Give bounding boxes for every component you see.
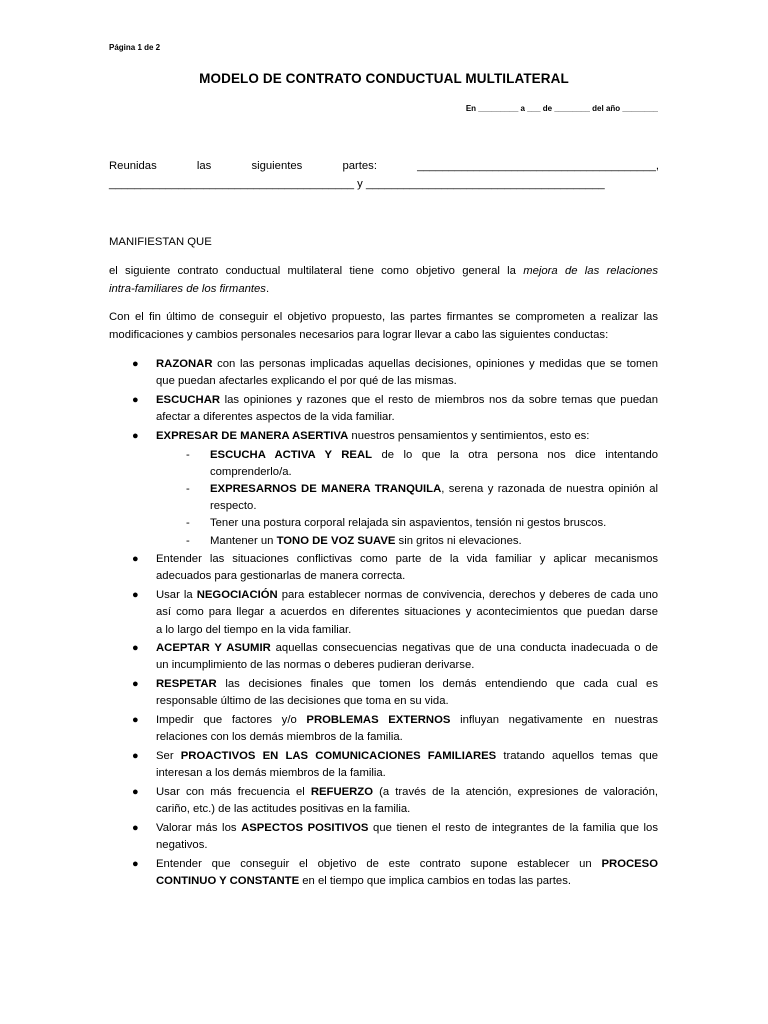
parties-word: las bbox=[196, 160, 212, 172]
item-line: afectar a diferentes aspectos de la vida familiar. bbox=[156, 411, 395, 424]
dash-icon: - bbox=[186, 448, 190, 461]
list-item bbox=[109, 712, 658, 746]
item-text: Impedir que factores y/o bbox=[156, 714, 307, 727]
item-text: las opiniones y razones que el resto de miembros nos da sobre temas que puedan bbox=[220, 393, 658, 406]
item-text: que tienen el resto de integrantes de la familia que los bbox=[368, 821, 658, 834]
item-keyword: REFUERZO bbox=[310, 785, 373, 798]
item-keyword: TONO DE VOZ SUAVE bbox=[276, 534, 396, 547]
item-keyword: ACEPTAR Y ASUMIR bbox=[156, 642, 271, 655]
item-line: comprenderlo/a. bbox=[210, 465, 292, 478]
item-line bbox=[156, 712, 658, 729]
item-text: , serena y razonada de nuestra opinión al bbox=[441, 482, 658, 495]
item-line bbox=[210, 533, 658, 550]
list-item bbox=[109, 748, 658, 782]
paragraph-line: modificaciones y cambios personales necesarios para lograr llevar a cabo las siguientes conductas: bbox=[109, 328, 609, 341]
item-line: interesan a los demás miembros de la familia. bbox=[156, 767, 386, 780]
item-text: las decisiones finales que tomen los demás entendiendo que cada cual es bbox=[216, 678, 658, 691]
item-text: Valorar más los bbox=[156, 821, 242, 834]
date-line: En _________ a ___ de ________ del año ________ bbox=[465, 104, 658, 113]
item-line: respecto. bbox=[210, 500, 257, 513]
parties-word: siguientes bbox=[251, 160, 303, 172]
item-text: Entender que conseguir el objetivo de este contrato supone establecer un bbox=[156, 857, 602, 870]
item-text: Usar con más frecuencia el bbox=[156, 785, 311, 798]
item-keyword: NEGOCIACIÓN bbox=[196, 589, 278, 602]
paragraph-text: el siguiente contrato conductual multilateral tiene como objetivo general la bbox=[109, 265, 524, 277]
sub-list-item bbox=[109, 533, 658, 550]
item-line: cariño, etc.) de las actitudes positivas en la familia. bbox=[156, 803, 411, 816]
parties-line-2: _______________________________________ y ______________________________________ bbox=[109, 178, 605, 190]
bullet-icon: ● bbox=[132, 642, 139, 655]
paragraph-italic: mejora de las relaciones bbox=[523, 265, 658, 277]
item-keyword: RESPETAR bbox=[156, 678, 217, 691]
list-item bbox=[109, 551, 658, 585]
item-line: Entender las situaciones conflictivas como parte de la vida familiar y aplicar mecanismos bbox=[156, 553, 658, 566]
item-line bbox=[156, 820, 658, 837]
item-line bbox=[210, 447, 658, 464]
item-text: influyan negativamente en nuestras bbox=[450, 714, 658, 727]
sub-list-item bbox=[109, 447, 658, 481]
bullet-icon: ● bbox=[132, 714, 139, 727]
paragraph-line bbox=[109, 263, 658, 281]
item-keyword: ESCUCHA ACTIVA Y REAL bbox=[210, 448, 373, 461]
dash-icon: - bbox=[186, 482, 190, 495]
item-line: Tener una postura corporal relajada sin aspavientos, tensión ni gestos bruscos. bbox=[210, 517, 607, 530]
dash-icon: - bbox=[186, 517, 190, 530]
sub-list-item bbox=[109, 481, 658, 515]
item-text: aquellas consecuencias negativas que de una conducta inadecuada o de bbox=[270, 642, 658, 655]
item-keyword: ESCUCHAR bbox=[156, 393, 221, 406]
list-item bbox=[109, 856, 658, 890]
item-text: tratando aquellos temas que bbox=[496, 749, 659, 762]
item-text: (a través de la atención, expresiones de valoración, bbox=[373, 785, 658, 798]
page-number: Página 1 de 2 bbox=[109, 43, 161, 52]
item-keyword: RAZONAR bbox=[156, 358, 213, 370]
bullet-icon: ● bbox=[132, 429, 139, 442]
parties-word: partes: bbox=[342, 160, 377, 172]
paragraph-italic: intra-familiares de los firmantes bbox=[109, 282, 266, 295]
item-text: en el tiempo que implica cambios en todas las partes. bbox=[299, 874, 572, 887]
item-keyword: PROBLEMAS EXTERNOS bbox=[306, 714, 451, 727]
bullet-icon: ● bbox=[132, 553, 139, 566]
parties-word: Reunidas bbox=[109, 160, 157, 172]
list-item bbox=[109, 356, 658, 390]
bullet-icon: ● bbox=[132, 785, 139, 798]
item-line bbox=[156, 873, 658, 890]
bullet-icon: ● bbox=[132, 393, 139, 406]
item-text: nuestros pensamientos y sentimientos, esto es: bbox=[348, 429, 590, 442]
parties-blank: ______________________________________, bbox=[417, 160, 659, 172]
list-item bbox=[109, 820, 658, 854]
item-line: responsable último de las decisiones que toma en su vida. bbox=[156, 695, 449, 708]
item-line: negativos. bbox=[156, 838, 208, 851]
item-text: con las personas implicadas aquellas decisiones, opiniones y medidas que se tomen bbox=[212, 358, 658, 370]
item-line bbox=[156, 356, 658, 373]
item-line bbox=[210, 481, 658, 498]
bullet-icon: ● bbox=[132, 589, 139, 602]
item-keyword: PROCESO bbox=[601, 857, 658, 870]
item-text: Mantener un bbox=[210, 534, 277, 547]
item-line bbox=[156, 784, 658, 801]
bullet-icon: ● bbox=[132, 857, 139, 870]
item-line: así como para llegar a acuerdos en diferentes situaciones y acontecimientos que puedan darse bbox=[156, 606, 658, 619]
item-line bbox=[156, 856, 658, 873]
document-title: MODELO DE CONTRATO CONDUCTUAL MULTILATERAL bbox=[199, 71, 569, 86]
dash-icon: - bbox=[186, 534, 190, 547]
item-keyword: EXPRESARNOS DE MANERA TRANQUILA bbox=[210, 482, 442, 495]
parties-line-1 bbox=[109, 160, 659, 172]
paragraph-text: . bbox=[265, 282, 270, 295]
item-line: adecuados para gestionarlas de manera correcta. bbox=[156, 570, 406, 583]
bullet-icon: ● bbox=[132, 821, 139, 834]
item-keyword: ASPECTOS POSITIVOS bbox=[241, 821, 369, 834]
bullet-icon: ● bbox=[132, 358, 139, 370]
objective-paragraph bbox=[109, 263, 658, 298]
list-item bbox=[109, 428, 658, 445]
item-line bbox=[156, 587, 658, 604]
item-text: Usar la bbox=[156, 589, 197, 602]
item-text: para establecer normas de convivencia, derechos y deberes de cada uno bbox=[277, 589, 659, 602]
commitment-paragraph bbox=[109, 309, 658, 344]
list-item bbox=[109, 587, 658, 639]
item-line bbox=[156, 428, 658, 445]
paragraph-line bbox=[109, 281, 658, 299]
item-line bbox=[156, 748, 658, 765]
item-line: a lo largo del tiempo en la vida familiar. bbox=[156, 623, 352, 636]
item-text: Ser bbox=[156, 749, 181, 762]
conduct-list bbox=[109, 356, 658, 892]
paragraph-line: Con el fin último de conseguir el objetivo propuesto, las partes firmantes se comprometen a realizar las bbox=[109, 311, 658, 323]
item-keyword: CONTINUO Y CONSTANTE bbox=[156, 874, 300, 887]
item-line: un incumplimiento de las normas o deberes pudieran derivarse. bbox=[156, 659, 475, 672]
list-item bbox=[109, 784, 658, 818]
item-line: que puedan afectarles explicando el por qué de las mismas. bbox=[156, 375, 457, 388]
item-text: sin gritos ni elevaciones. bbox=[395, 534, 522, 547]
list-item bbox=[109, 640, 658, 674]
manifiestan-heading: MANIFIESTAN QUE bbox=[109, 236, 212, 248]
sub-list-item bbox=[109, 515, 658, 532]
list-item bbox=[109, 676, 658, 710]
bullet-icon: ● bbox=[132, 749, 139, 762]
item-line bbox=[156, 392, 658, 409]
item-keyword: EXPRESAR DE MANERA ASERTIVA bbox=[156, 429, 349, 442]
item-text: de lo que la otra persona nos dice intentando bbox=[372, 448, 659, 461]
item-keyword: PROACTIVOS EN LAS COMUNICACIONES FAMILIARES bbox=[180, 749, 497, 762]
item-line: relaciones con los demás miembros de la familia. bbox=[156, 731, 403, 744]
item-line bbox=[156, 640, 658, 657]
item-line bbox=[156, 676, 658, 693]
list-item bbox=[109, 392, 658, 426]
bullet-icon: ● bbox=[132, 678, 139, 691]
